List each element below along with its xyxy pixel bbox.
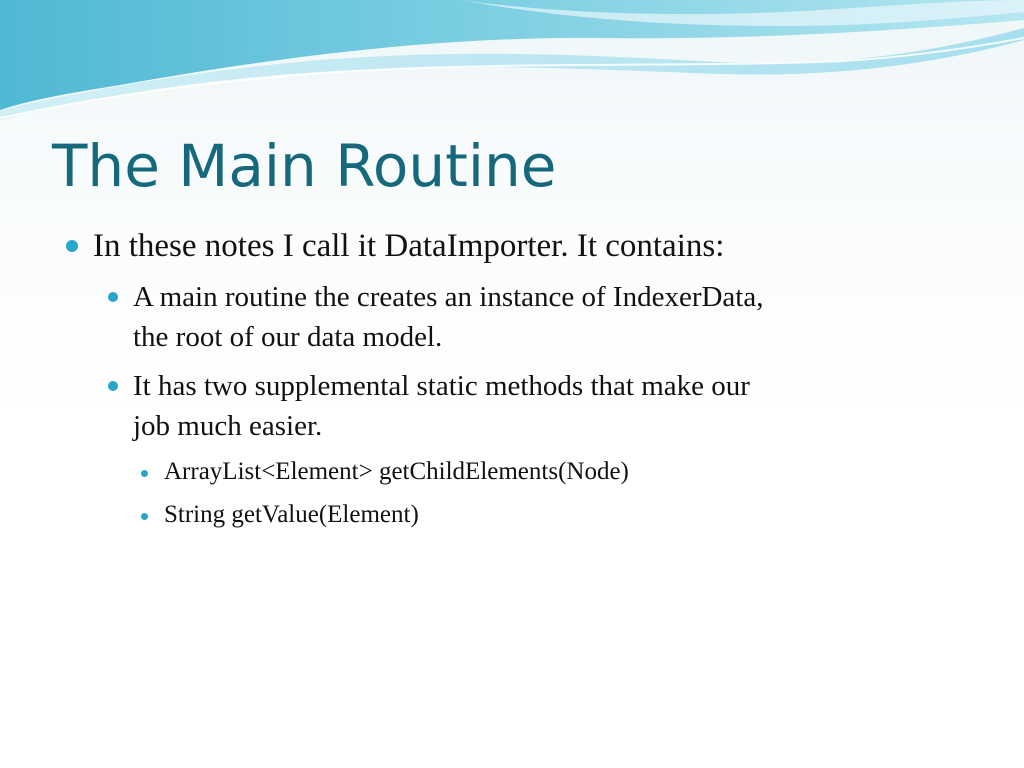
- bullet-dot-icon: [141, 470, 148, 477]
- bullet-dot-icon: [108, 381, 118, 391]
- bullet-level2-text-continued: the root of our data model.: [133, 321, 443, 353]
- bullet-level3-text: ArrayList<Element> getChildElements(Node): [164, 458, 629, 485]
- bullet-level2-text: It has two supplemental static methods that make our: [133, 370, 750, 402]
- bullet-level2-text: A main routine the creates an instance of IndexerData,: [133, 281, 764, 313]
- bullet-level1-text: In these notes I call it DataImporter. It contains:: [93, 228, 725, 264]
- decorative-wave-banner: [0, 0, 1024, 130]
- bullet-dot-icon: [108, 292, 118, 302]
- bullet-level2-text-continued: job much easier.: [133, 410, 323, 442]
- bullet-dot-icon: [66, 240, 78, 252]
- bullet-dot-icon: [141, 513, 148, 520]
- slide-title: The Main Routine: [52, 132, 557, 200]
- bullet-level3-text: String getValue(Element): [164, 501, 419, 528]
